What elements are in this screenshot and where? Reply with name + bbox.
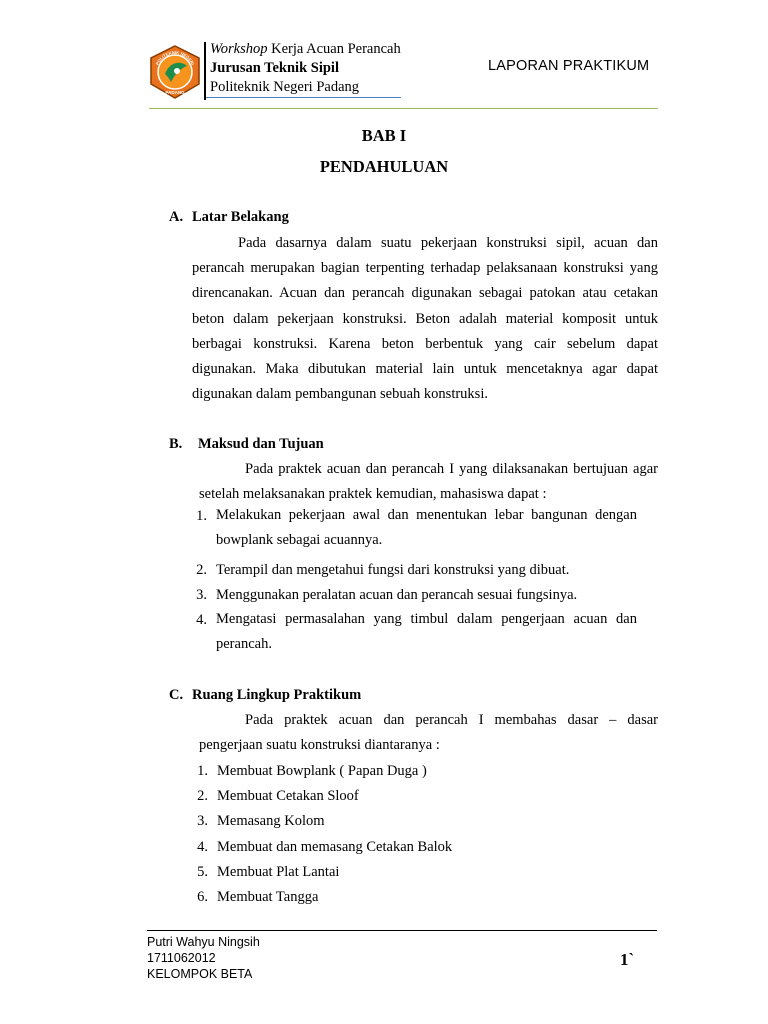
section-a-label: A. [169,209,184,225]
list-item-text: Memasang Kolom [217,813,325,829]
header-green-rule [149,108,658,109]
list-item-number: 2. [196,562,207,578]
header-department: Jurusan Teknik Sipil [210,60,339,76]
list-item-number: 5. [197,864,208,880]
list-item-number: 3. [196,587,207,603]
institution-logo [147,44,203,100]
section-b-label: B. [169,436,183,452]
header-divider [204,42,206,100]
section-c-label: C. [169,687,184,703]
section-b-heading [169,436,324,453]
section-a-heading [169,209,289,226]
section-c-paragraph: Pada praktek acuan dan perancah I membahas dasar – dasar pengerjaan suatu konstruksi diantaranya : [199,712,658,754]
header-line-1-rest: Kerja Acuan Perancah [267,41,401,57]
footer-group: KELOMPOK BETA [147,967,253,981]
logo-emblem-icon [147,44,203,100]
list-item-text: Membuat dan memasang Cetakan Balok [217,839,453,855]
header-line-1 [210,40,401,59]
list-item-text: Membuat Cetakan Sloof [217,788,359,804]
list-item-text: Membuat Bowplank ( Papan Duga ) [217,763,427,779]
footer-author-name: Putri Wahyu Ningsih [147,935,260,949]
logo-top-text: POLITEKNIK NEGERI [154,49,196,66]
footer-rule [147,930,657,931]
header-institution-block [210,40,401,97]
list-item-text: Melakukan pekerjaan awal dan menentukan lebar bangunan dengan bowplank sebagai acuannya. [216,507,637,549]
footer-author-block [147,934,260,982]
section-c-list [188,763,658,913]
list-item-number: 3. [197,813,208,829]
header-institution: Politeknik Negeri Padang [210,79,360,95]
section-c-title: Ruang Lingkup Praktikum [192,687,362,703]
section-c-heading [169,687,361,704]
section-a-title: Latar Belakang [192,209,289,225]
footer-student-id: 1711062012 [147,951,216,965]
list-item-text: Membuat Plat Lantai [217,864,340,880]
list-item-number: 4. [197,839,208,855]
header-blue-rule [206,97,401,98]
list-item-number: 2. [197,788,208,804]
section-b-paragraph: Pada praktek acuan dan perancah I yang dilaksanakan bertujuan agar setelah melaksanakan praktek kemudian, mahasiswa dapat : [199,461,658,503]
header-report-label: LAPORAN PRAKTIKUM [488,58,650,74]
chapter-number: BAB I [361,126,407,145]
logo-bottom-text: PADANG [165,90,185,95]
list-item-number: 1. [197,763,208,779]
list-item-text: Menggunakan peralatan acuan dan perancah sesuai fungsinya. [216,587,578,603]
list-item-text: Mengatasi permasalahan yang timbul dalam pengerjaan acuan dan perancah. [216,611,637,653]
page-number: 1` [620,950,635,969]
section-a-paragraph: Pada dasarnya dalam suatu pekerjaan konstruksi sipil, acuan dan perancah merupakan bagian terpenting terhadap pelaksanaan konstruksi yang direncanakan. Acuan dan perancah digunakan sebagai patokan atau cetakan beton dalam pekerjaan konstruksi. Beton adalah material komposit untuk berbagai konstruksi. Karena beton berbentuk yang cair sebelum dapat digunakan. Maka dibutukan material lain untuk mencetaknya agar dapat digunakan dalam pembangunan sebuah konstruksi. [192,235,658,403]
list-item-number: 1. [196,508,207,524]
list-item-text: Terampil dan mengetahui fungsi dari konstruksi yang dibuat. [216,562,570,578]
section-b-list [187,508,657,658]
header-workshop-word: Workshop [210,41,268,57]
list-item-number: 4. [196,612,207,628]
section-b-title: Maksud dan Tujuan [198,436,324,452]
list-item-number: 6. [197,889,208,905]
chapter-title: PENDAHULUAN [319,157,449,176]
list-item-text: Membuat Tangga [217,889,319,905]
